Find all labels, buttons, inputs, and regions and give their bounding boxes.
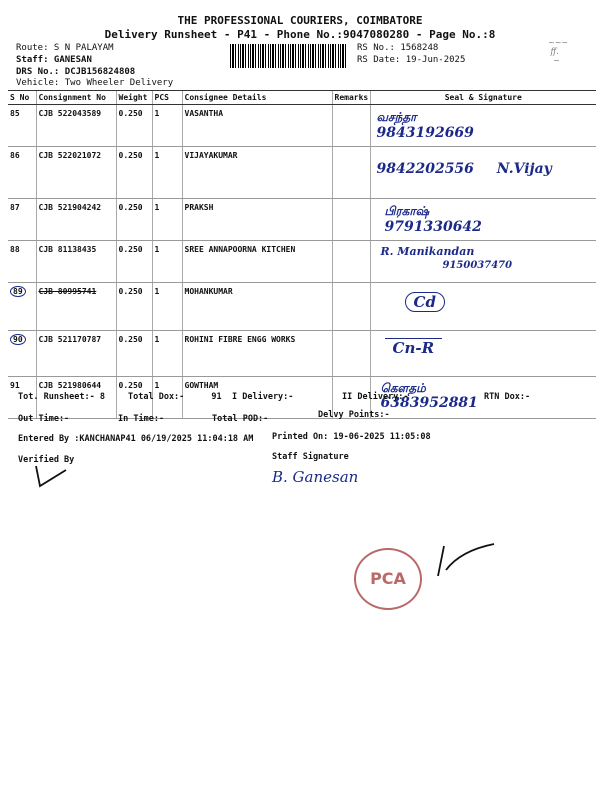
table-row bbox=[8, 199, 596, 241]
col-remarks: Remarks bbox=[332, 91, 370, 105]
row-signature bbox=[370, 283, 596, 331]
pca-stamp: PCA bbox=[354, 548, 422, 610]
row-weight: 0.250 bbox=[116, 283, 152, 331]
table-row bbox=[8, 147, 596, 199]
row-signature bbox=[370, 331, 596, 377]
handwritten-name: Cd bbox=[405, 292, 445, 312]
drs-number bbox=[16, 67, 135, 77]
delivery-points: Delvy Points:- bbox=[318, 410, 390, 420]
table-row bbox=[8, 241, 596, 283]
total-dox-value: 91 bbox=[211, 392, 222, 402]
row-weight: 0.250 bbox=[116, 241, 152, 283]
row-signature bbox=[370, 105, 596, 147]
barcode-image bbox=[230, 44, 348, 68]
handwritten-phone: 9843192669 bbox=[376, 125, 474, 141]
col-pcs: PCS bbox=[152, 91, 182, 105]
row-consignee: ROHINI FIBRE ENGG WORKS bbox=[182, 331, 332, 377]
circled-sno: 89 bbox=[10, 286, 26, 297]
row-consignment: CJB 522021072 bbox=[36, 147, 116, 199]
row-pcs: 1 bbox=[152, 331, 182, 377]
row-consignee: VIJAYAKUMAR bbox=[182, 147, 332, 199]
verified-by-label: Verified By bbox=[18, 455, 75, 465]
rs-date: RS Date: 19-Jun-2025 bbox=[357, 55, 466, 65]
row-consignee: GOWTHAM bbox=[182, 377, 332, 419]
runsheet-title: Delivery Runsheet - P41 - Phone No.:9047080280 - Page No.:8 bbox=[104, 28, 496, 41]
row-sno: 88 bbox=[8, 241, 36, 283]
col-consignment: Consignment No bbox=[36, 91, 116, 105]
col-consignee: Consignee Details bbox=[182, 91, 332, 105]
out-time: Out Time:- bbox=[18, 414, 70, 424]
handwritten-name: Cn-R bbox=[385, 338, 443, 357]
row-consignee: SREE ANNAPOORNA KITCHEN bbox=[182, 241, 332, 283]
table-header-row bbox=[8, 91, 596, 105]
delivery-table bbox=[8, 90, 596, 419]
verified-signature bbox=[30, 462, 70, 490]
total-pod: Total POD:- bbox=[212, 414, 269, 424]
row-weight: 0.250 bbox=[116, 331, 152, 377]
total-dox bbox=[128, 392, 222, 402]
handwritten-phone: 9150037470 bbox=[442, 260, 513, 271]
row-consignment: CJB 521170787 bbox=[36, 331, 116, 377]
handwritten-phone: 9791330642 bbox=[384, 219, 482, 235]
row-remarks bbox=[332, 199, 370, 241]
handwritten-name: பிரகாஷ் bbox=[384, 204, 430, 218]
row-weight: 0.250 bbox=[116, 199, 152, 241]
row-pcs: 1 bbox=[152, 105, 182, 147]
row-sno bbox=[8, 283, 36, 331]
staff-label: Staff: GANESAN bbox=[16, 55, 92, 65]
row-pcs: 1 bbox=[152, 147, 182, 199]
drs-value: DCJB156824808 bbox=[64, 67, 136, 77]
manager-signature bbox=[432, 540, 502, 578]
handwritten-name: N.Vijay bbox=[496, 161, 552, 177]
row-consignment: CJB 522043589 bbox=[36, 105, 116, 147]
col-weight: Weight bbox=[116, 91, 152, 105]
table-row bbox=[8, 283, 596, 331]
row-remarks bbox=[332, 147, 370, 199]
row-pcs: 1 bbox=[152, 283, 182, 331]
row-pcs: 1 bbox=[152, 241, 182, 283]
row-pcs: 1 bbox=[152, 377, 182, 419]
rs-number: RS No.: 1568248 bbox=[357, 43, 439, 53]
staff-signature-label: Staff Signature bbox=[272, 452, 349, 462]
ii-delivery: II Delivery:- bbox=[342, 392, 409, 402]
row-remarks bbox=[332, 331, 370, 377]
staff-signature-handwritten: B. Ganesan bbox=[272, 468, 359, 486]
row-signature bbox=[370, 199, 596, 241]
table-row bbox=[8, 105, 596, 147]
handwritten-phone: 9842202556 bbox=[376, 161, 474, 177]
route-label: Route: S N PALAYAM bbox=[16, 43, 114, 53]
handwritten-name: R. Manikandan bbox=[380, 245, 475, 258]
in-time: In Time:- bbox=[118, 414, 165, 424]
row-weight: 0.250 bbox=[116, 147, 152, 199]
row-pcs: 1 bbox=[152, 199, 182, 241]
row-sno bbox=[8, 331, 36, 377]
handwritten-name: வசந்தா bbox=[376, 110, 417, 124]
row-remarks bbox=[332, 241, 370, 283]
row-sno: 85 bbox=[8, 105, 36, 147]
row-consignment: CJB 80995741 bbox=[36, 283, 116, 331]
row-sno: 86 bbox=[8, 147, 36, 199]
row-remarks bbox=[332, 283, 370, 331]
entered-by: Entered By :KANCHANAP41 06/19/2025 11:04:18 AM bbox=[18, 434, 254, 444]
drs-label: DRS No.: bbox=[16, 67, 60, 77]
row-consignee: PRAKSH bbox=[182, 199, 332, 241]
row-remarks bbox=[332, 105, 370, 147]
rtn-dox: RTN Dox:- bbox=[484, 392, 531, 402]
row-consignee: MOHANKUMAR bbox=[182, 283, 332, 331]
corner-scribble: ~~~ ff. ~ bbox=[548, 38, 569, 65]
col-signature: Seal & Signature bbox=[370, 91, 596, 105]
total-runsheet: Tot. Runsheet:- 8 bbox=[18, 392, 105, 402]
row-signature bbox=[370, 147, 596, 199]
row-weight: 0.250 bbox=[116, 105, 152, 147]
i-delivery: I Delivery:- bbox=[232, 392, 294, 402]
row-consignee: VASANTHA bbox=[182, 105, 332, 147]
printed-on: Printed On: 19-06-2025 11:05:08 bbox=[272, 432, 431, 442]
circled-sno: 90 bbox=[10, 334, 26, 345]
row-consignment: CJB 81138435 bbox=[36, 241, 116, 283]
row-signature bbox=[370, 241, 596, 283]
table-row bbox=[8, 331, 596, 377]
vehicle-label: Vehicle: Two Wheeler Delivery bbox=[16, 78, 174, 88]
row-weight: 0.250 bbox=[116, 377, 152, 419]
handwritten-name: கௌதம் bbox=[380, 381, 426, 395]
row-sno: 87 bbox=[8, 199, 36, 241]
row-sno: 91 bbox=[8, 377, 36, 419]
row-consignment: CJB 521980644 bbox=[36, 377, 116, 419]
row-consignment: CJB 521904242 bbox=[36, 199, 116, 241]
handwritten-phone: 6383952881 bbox=[380, 395, 478, 411]
total-dox-label: Total Dox:- bbox=[128, 392, 185, 402]
col-sno: S No bbox=[8, 91, 36, 105]
company-title: THE PROFESSIONAL COURIERS, COIMBATORE bbox=[177, 14, 423, 27]
